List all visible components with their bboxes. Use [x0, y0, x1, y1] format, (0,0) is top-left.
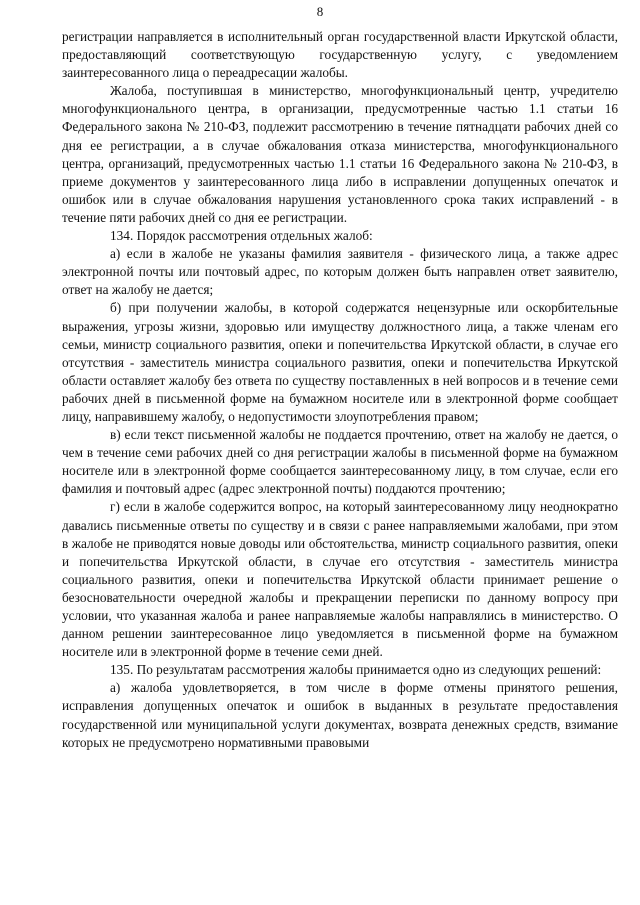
paragraph-134-b: б) при получении жалобы, в которой содержатся нецензурные или оскорбительные выражения, угрозы жизни, здоровью или имуществу должностного лица, а также членам его семьи, министр социального развития, опеки и попечительства Иркутской области, в случае его отсутствия - заместитель министра социального развития, опеки и попечительства Иркутской области оставляет жалобу без ответа по существу поставленных в ней вопросов и в течение семи рабочих дней в письменной форме на бумажном носителе или в электронной форме сообщает лицу, направившему жалобу, о недопустимости злоупотребления правом;	[62, 300, 618, 424]
paragraph-135-a: а) жалоба удовлетворяется, в том числе в форме отмены принятого решения, исправления допущенных опечаток и ошибок в выданных в результате предоставления государственной или муниципальной услуги документах, возврата денежных средств, взимание которых не предусмотрено нормативными правовыми	[62, 680, 618, 750]
paragraph-complaint-deadline: Жалоба, поступившая в министерство, многофункциональный центр, учредителю многофункционального центра, в организации, предусмотренные частью 1.1 статьи 16 Федерального закона № 210-ФЗ, подлежит рассмотрению в течение пятнадцати рабочих дней со дня ее регистрации, а в случае обжалования отказа министерства, многофункционального центра, организаций, предусмотренных частью 1.1 статьи 16 Федерального закона № 210-ФЗ, в приеме документов у заинтересованного лица либо в исправлении допущенных опечаток и ошибок или в случае обжалования нарушения установленного срока таких исправлений - в течение пяти рабочих дней со дня ее регистрации.	[62, 83, 618, 225]
paragraph-134-g: г) если в жалобе содержится вопрос, на который заинтересованному лицу неоднократно давались письменные ответы по существу и в связи с ранее направляемыми жалобами, при этом в жалобе не приводятся новые доводы или обстоятельства, министр социального развития, опеки и попечительства Иркутской области, в случае его отсутствия - заместитель министра социального развития, опеки и попечительства Иркутской области принимает решение о безосновательности очередной жалобы и прекращении переписки по данному вопросу при условии, что указанная жалоба и ранее направляемые жалобы направлялись в министерство. О данном решении заинтересованное лицо уведомляется в письменной форме на бумажном носителе или в электронной форме в течение семи дней.	[62, 499, 618, 660]
paragraph-135-heading: 135. По результатам рассмотрения жалобы принимается одно из следующих решений:	[110, 662, 602, 678]
paragraph-134-a: а) если в жалобе не указаны фамилия заявителя - физического лица, а также адрес электронной почты или почтовый адрес, по которым должен быть направлен ответ заявителю, ответ на жалобу не дается;	[62, 246, 618, 298]
paragraph-continuation: регистрации направляется в исполнительный орган государственной власти Иркутской области, предоставляющий соответствующую государственную услугу, с уведомлением заинтересованного лица о переадресации жалобы.	[62, 29, 618, 81]
paragraph-134-v: в) если текст письменной жалобы не поддается прочтению, ответ на жалобу не дается, о чем в течение семи рабочих дней со дня регистрации жалобы в письменной форме на бумажном носителе или в электронной форме сообщается заинтересованному лицу, в том случае, если его фамилия и почтовый адрес (адрес электронной почты) поддаются прочтению;	[62, 427, 618, 497]
paragraph-134-heading: 134. Порядок рассмотрения отдельных жалоб:	[110, 228, 373, 244]
document-body	[62, 28, 618, 752]
page-number: 8	[316, 4, 324, 19]
